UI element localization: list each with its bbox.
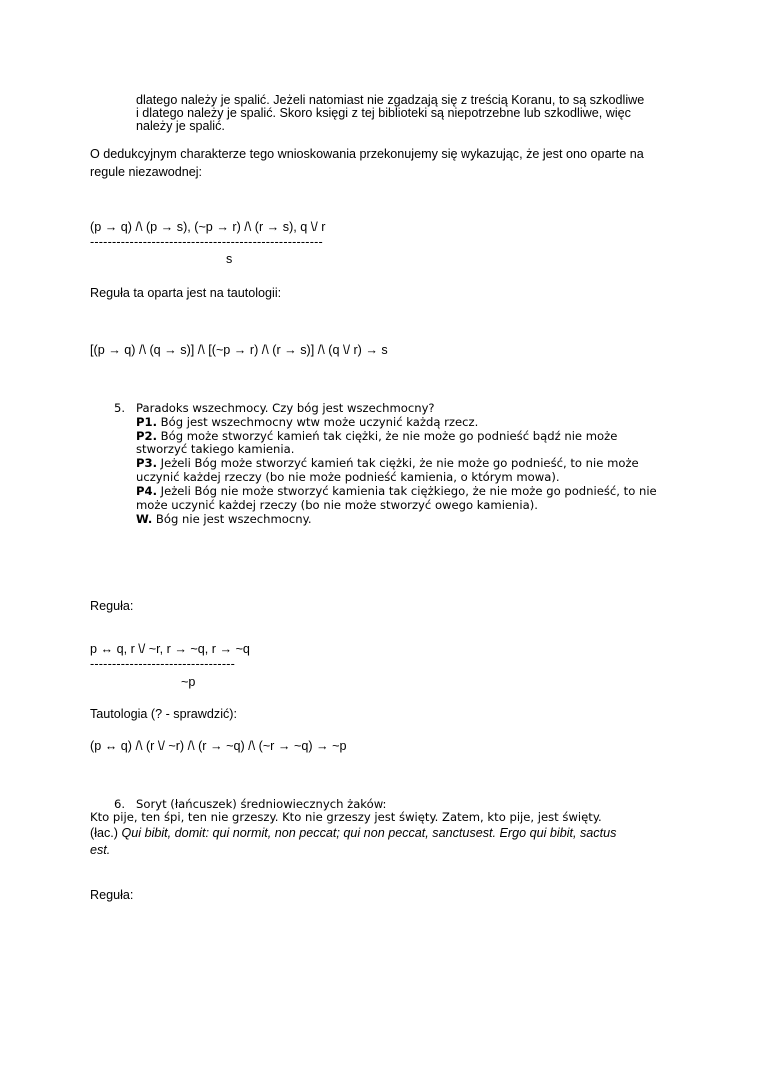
item5-w: [136, 512, 312, 526]
item6-number: 6.: [114, 797, 126, 811]
item6-title: Soryt (łańcuszek) średniowiecznych żaków:: [136, 797, 387, 811]
item5-p3-cont: uczynić każdej rzeczy (bo nie może podnieść kamienia, o którym mowa).: [136, 470, 560, 484]
latin-prefix: (łac.): [90, 826, 122, 840]
item5-p4-cont: może uczynić każdej rzeczy (bo nie może stworzyć owego kamienia).: [136, 498, 538, 512]
deduction-line-1: O dedukcyjnym charakterze tego wnioskowania przekonujemy się wykazując, że jest ono oparte na: [90, 147, 644, 161]
rule2-separator: ---------------------------------: [90, 657, 235, 671]
item5-p4: [136, 484, 657, 498]
item5-p2-cont: stworzyć takiego kamienia.: [136, 442, 295, 456]
tautology-2: (p ↔ q) /\ (r \/ ~r) /\ (r → ~q) /\ (~r → ~q) → ~p: [90, 739, 347, 753]
item5-p1: [136, 415, 478, 429]
item6-latin-line-1: [90, 826, 616, 840]
p4-text-1: Jeżeli Bóg nie może stworzyć kamienia tak ciężkiego, że nie może go podnieść, to nie: [156, 484, 657, 498]
rule1-conclusion: s: [226, 252, 233, 266]
p2-text-1: Bóg może stworzyć kamień tak ciężki, że nie może go podnieść bądź nie może: [156, 429, 618, 443]
item6-polish: Kto pije, ten śpi, ten nie grzeszy. Kto nie grzeszy jest święty. Zatem, kto pije, jest święty.: [90, 810, 602, 824]
item5-title: Paradoks wszechmocy. Czy bóg jest wszechmocny?: [136, 401, 435, 415]
tautology-1: [(p → q) /\ (q → s)] /\ [(~p → r) /\ (r → s)] /\ (q \/ r) → s: [90, 343, 388, 357]
rule3-label: Reguła:: [90, 888, 134, 902]
rule2-premises: p ↔ q, r \/ ~r, r → ~q, r → ~q: [90, 642, 250, 656]
rule1-premises: (p → q) /\ (p → s), (~p → r) /\ (r → s), q \/ r: [90, 220, 326, 234]
intro-line-3: należy je spalić.: [136, 119, 225, 133]
item5-p3: [136, 456, 639, 470]
rule2-label: Reguła:: [90, 599, 134, 613]
item5-number: 5.: [114, 401, 126, 415]
rule1-separator: -----------------------------------------------------: [90, 235, 323, 249]
p4-label: P4.: [136, 484, 157, 498]
tautology-intro: Reguła ta oparta jest na tautologii:: [90, 286, 282, 300]
item5-p2: [136, 429, 617, 443]
rule2-conclusion: ~p: [181, 675, 196, 689]
p3-label: P3.: [136, 456, 157, 470]
deduction-line-2: regule niezawodnej:: [90, 165, 203, 179]
p3-text-1: Jeżeli Bóg może stworzyć kamień tak ciężki, że nie może go podnieść, to nie może: [156, 456, 639, 470]
intro-line-2: i dlatego należy je spalić. Skoro księgi z tej biblioteki są niepotrzebne lub szkodliwe, więc: [136, 106, 631, 120]
latin-text-1: Qui bibit, domit: qui normit, non peccat; qui non peccat, sanctusest. Ergo qui bibit, sactus: [121, 826, 617, 840]
item6-latin-line-2: est.: [90, 843, 111, 857]
w-text: Bóg nie jest wszechmocny.: [152, 512, 312, 526]
p2-label: P2.: [136, 429, 157, 443]
p1-text: Bóg jest wszechmocny wtw może uczynić każdą rzecz.: [156, 415, 479, 429]
intro-line-1: dlatego należy je spalić. Jeżeli natomiast nie zgadzają się z treścią Koranu, to są szkodliwe: [136, 93, 645, 107]
p1-label: P1.: [136, 415, 157, 429]
w-label: W.: [136, 512, 153, 526]
tautology-2-label: Tautologia (? - sprawdzić):: [90, 707, 237, 721]
